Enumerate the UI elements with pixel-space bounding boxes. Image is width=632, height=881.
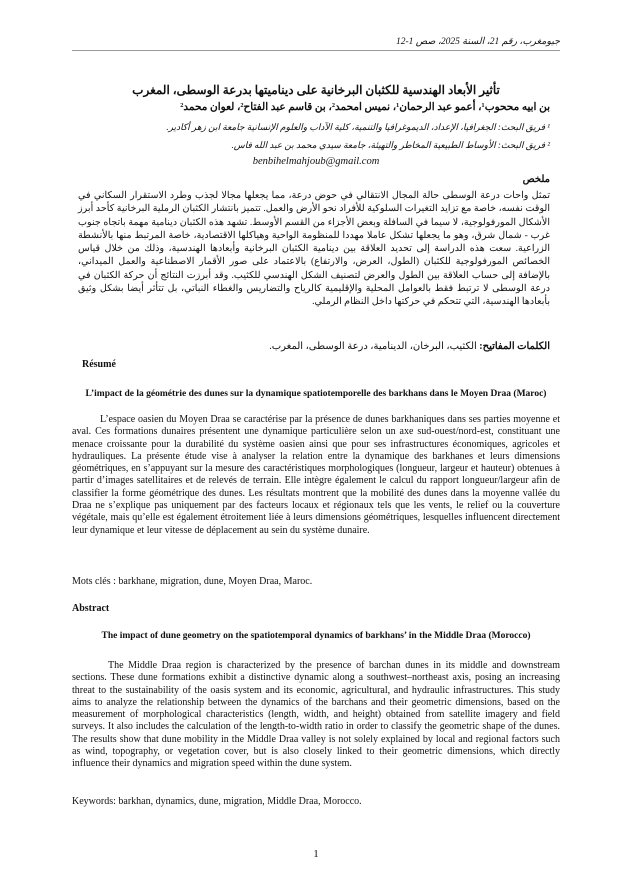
affiliation-1: ¹ فريق البحث: الجغرافيا، الإعداد، الديموغرافيا والتنمية، كلية الآداب والعلوم الإنسانية جامعة ابن زهر أكادير. (166, 122, 550, 132)
french-abstract-body (72, 414, 560, 537)
affiliation-2: ² فريق البحث: الأوساط الطبيعية المخاطر والتهيئة، جامعة سيدي محمد بن عبد الله فاس. (231, 140, 550, 150)
arabic-abstract-body: تمثل واحات درعة الوسطى حالة المجال الانتقالي في حوض درعة، مما يجعلها مجالا لجذب وطرد الاستقرار السكاني في الوقت نفسه، خاصة مع تزايد التغيرات السلوكية للأفراد نحو الأرض والعمل. تتميز بانتشار الكثبان الرملية البرخانية كأحد أبرز الأشكال المورفولوجية، لا سيما في السافلة وبعض الأجزاء من القسم الأوسط. تشهد هذه الكثبان دينامية مهمة باتجاه جنوب غرب - شمال شرق، وهو ما يجعلها تشكل عاملا مهددا للمنظومة الواحية وهياكلها الاقتصادية، خاصة المرتبط منها بالأنشطة الزراعية. سعت هذه الدراسة إلى تحديد العلاقة بين دينامية الكثبان البرخانية وأبعادها الهندسية، وذلك من خلال قياس الخصائص المورفولوجية للكثبان (الطول، العرض، والارتفاع) بالاعتماد على صور الأقمار الاصطناعية والعمل الميداني، بالإضافة إلى حساب العلاقة بين الطول والعرض لتصنيف الشكل الهندسي للكثيب. وقد أبرزت النتائج أن حركة الكثبان في درعة الوسطى لا ترتبط فقط بالعوامل المحلية والإقليمية كالرياح والتضاريس والغطاء النباتي، بل تتأثر أيضا بشكل وثيق بأبعادها الهندسية، التي تتحكم في حركتها داخل النظام الرملي. (78, 190, 550, 308)
arabic-keywords (78, 340, 550, 353)
french-title: L’impact de la géométrie des dunes sur la dynamique spatiotemporelle des barkhans dans le Moyen Draa (Maroc) (85, 389, 547, 399)
arabic-authors: بن ابيه مححوب¹، أعمو عبد الرحمان¹، نميس امحمد²، بن قاسم عبد الفتاح²، لعوان محمد² (180, 102, 550, 113)
english-title: The impact of dune geometry on the spatiotemporal dynamics of barkhans’ in the Middle Draa (Morocco) (101, 631, 531, 641)
english-abstract-text: The Middle Draa region is characterized by the presence of barchan dunes in its middle and downstream sections. These dune formations exhibit a distinctive dynamic along a southwest–northeast axis, posing an increasing threat to the sustainability of the oasis system and its economic, agricultural, and hydraulic infrastructures. This study aims to analyze the relationship between the dynamics of the barchans and their geometric dimensions, based on the measurement of morphological characteristics (length, width, and height) obtained from satellite imagery and field surveys. It also includes the calculation of the length-to-width ratio in order to classify the geometric shape of the dunes. The results show that dune mobility in the Middle Draa valley is not solely explained by local and regional factors such as wind, topography, or vegetation cover, but is also closely linked to their geometric dimensions, which directly influence their dynamics and migration speed within the dune system. (72, 660, 560, 770)
french-abstract-text: L’espace oasien du Moyen Draa se caractérise par la présence de dunes barkhaniques dans ses parties moyenne et aval. Ces formations dunaires présentent une dynamique particulière selon un axe sud-ouest/nord-est, constituant une menace croissante pour la durabilité du système oasien ainsi que pour ses infrastructures économiques, agricoles et hydrauliques. La présente étude vise à analyser la relation entre la dynamique des barkhanes et leurs dimensions géométriques, en s’appuyant sur la mesure des caractéristiques morphologiques (longueur, largeur et hauteur) obtenues à partir d’images satellitaires et de relevés de terrain. Elle intègre également le calcul du rapport longueur/largeur afin de classifier la forme géométrique des dunes. Les résultats montrent que la mobilité des dunes dans la moyenne vallée du Draa ne s’explique pas uniquement par des facteurs locaux et régionaux tels que les vents, le relief ou la couverture végétale, mais qu’elle est également étroitement liée à leurs dimensions géométriques, lesquelles influencent directement leur dynamique et leur vitesse de déplacement au sein du système dunaire. (72, 414, 560, 536)
running-header: جيومغرب، رقم 21، السنة 2025، صص 1-12 (72, 36, 560, 51)
english-keywords: Keywords: barkhan, dynamics, dune, migration, Middle Draa, Morocco. (72, 796, 362, 807)
arabic-abstract-heading: ملخص (522, 174, 550, 185)
arabic-keywords-list: الكثيب، البرخان، الدينامية، درعة الوسطى، المغرب. (269, 341, 477, 352)
arabic-keywords-label: الكلمات المفاتيح: (479, 341, 550, 352)
page-number: 1 (313, 848, 319, 860)
abstract-heading: Abstract (72, 603, 110, 614)
french-keywords: Mots clés : barkhane, migration, dune, Moyen Draa, Maroc. (72, 576, 313, 587)
english-abstract-body (72, 660, 560, 771)
author-email[interactable]: benbihelmahjoub@gmail.com (252, 156, 380, 167)
arabic-title: تأثير الأبعاد الهندسية للكثبان البرخانية على ديناميتها بدرعة الوسطى، المغرب (132, 83, 500, 97)
resume-heading: Résumé (82, 359, 116, 370)
